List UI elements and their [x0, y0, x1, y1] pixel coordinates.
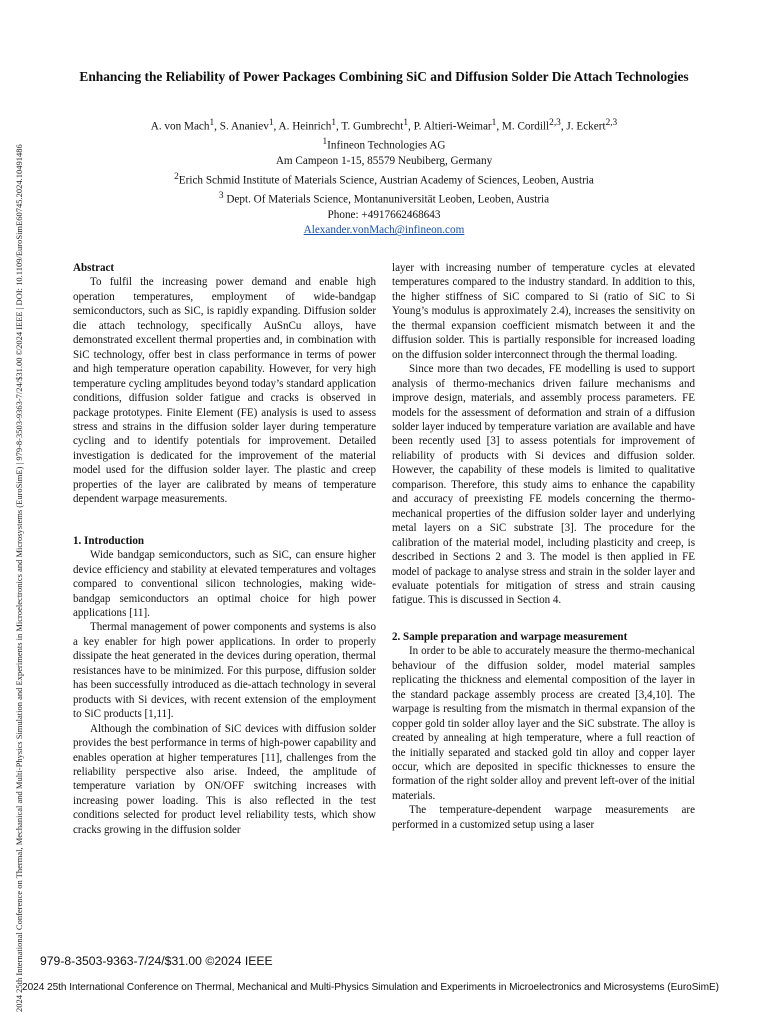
affiliation-1-address: Am Campeon 1-15, 85579 Neubiberg, Germany	[275, 155, 493, 168]
right-column	[392, 261, 695, 832]
intro-heading: 1. Introduction	[73, 534, 145, 547]
author-affiliation-mark: 2,3	[605, 118, 618, 128]
affiliation-2-name: Erich Schmid Institute of Materials Science, Austrian Academy of Sciences, Leoben, Austria	[178, 174, 594, 187]
conference-footer: 2024 25th International Conference on Thermal, Mechanical and Multi-Physics Simulation and Experiments in Microelectronics and Microsystems (EuroSimE)	[22, 982, 719, 993]
side-metadata-strip	[3, 12, 24, 1024]
author: T. Gumbrecht	[341, 120, 404, 133]
contact-email-line	[72, 223, 696, 238]
section-2-paragraph: The temperature-dependent warpage measurements are performed in a customized setup using a laser	[392, 804, 695, 831]
abstract-heading: Abstract	[73, 262, 115, 274]
author: M. Cordill	[501, 120, 550, 133]
affiliation-2	[72, 170, 696, 189]
author: A. von Mach	[150, 120, 210, 133]
author-affiliation-mark: 1	[268, 118, 274, 128]
intro-paragraph: Since more than two decades, FE modelling is used to support analysis of thermo-mechanics driven failure mechanisms and improve design, materials, and assembly process parameters. FE models for the assessment of deformation and strain of a diffusion solder layer induced by temperature variation are available and have been recently used [3] to assess potentials for improvement of reliability of products with Si devices and diffusion solder. However, the capability of these models is limited to qualitative comparison. Therefore, this study aims to enhance the capability and accuracy of preexisting FE models concerning the thermo-mechanical properties of the diffusion solder layer and underlying metal layers on a SiC substrate [3]. The procedure for the calibration of the material model, including plasticity and creep, is described in Sections 2 and 3. The model is then applied in FE model of package to analyse stress and strain in the solder layer and evaluate potentials for mitigation of stress and strain causing fatigue. This is discussed in Section 4.	[392, 363, 695, 607]
section-2-heading: 2. Sample preparation and warpage measurement	[392, 630, 628, 643]
intro-paragraph: Wide bandgap semiconductors, such as SiC, can ensure higher device efficiency and stability at elevated temperatures and voltages compared to conventional silicon technologies, making wide-bandgap semiconductors an optimal choice for high power applications [11].	[73, 549, 376, 619]
affiliation-1	[72, 135, 696, 154]
author-affiliation-mark: 1	[491, 118, 497, 128]
affiliation-1-name: Infineon Technologies AG	[327, 139, 446, 152]
left-column	[73, 261, 376, 837]
author-block	[72, 116, 696, 239]
author-list: A. von Mach$^1$, S. Ananiev$^1$, A. Heinrich$^1$, T. Gumbrecht$^1$, P. Altieri-Weimar$^1$, M. Cordill$^{2,3}$, J. Eckert$^{2,3}$	[150, 118, 618, 133]
intro-paragraph: Although the combination of SiC devices with diffusion solder provides the best performance in terms of high-power capability and enables operation at higher temperatures [11], challenges from the reliability perspective also arise. Indeed, the amplitude of temperature variation by ON/OFF switching increases with increasing power loading. This is also reflected in the test conditions selected for product level reliability tests, which show cracks growing in the diffusion solder	[73, 722, 376, 836]
spacer	[392, 608, 695, 630]
author: S. Ananiev	[219, 120, 269, 133]
side-metadata-text: 2024 25th International Conference on Thermal, Mechanical and Multi-Physics Simulation and Experiments in Microelectronics and Microsystems (EuroSimE) | 979-8-3503-9363-7/24/$31.00 ©2024 IEEE | DOI: 10.1109/EuroSimE60745.2024.10491486	[14, 144, 24, 1012]
contact-email-link[interactable]: Alexander.vonMach@infineon.com	[303, 224, 465, 237]
author-affiliation-mark: 2,3	[549, 118, 561, 128]
affiliation-mark: 2	[174, 171, 179, 182]
copyright-price-line: 979-8-3503-9363-7/24/$31.00 ©2024 IEEE	[40, 954, 273, 968]
section-2-paragraph: In order to be able to accurately measure the thermo-mechanical behaviour of the diffusion solder, model material samples replicating the thickness and elemental composition of the layer in the standard package assembly process are created [3,4,10]. The warpage is resulting from the mismatch in thermal expansion of the copper gold tin solder alloy layer and the SiC substrate. The alloy is created by annealing at high temperature, where a full reaction of the initially separated and stacked gold tin alloy and copper layer occur, which are deposited in specific thicknesses to ensure the formation of the right solder alloy and prevent left-over of the initial materials.	[392, 645, 695, 802]
affiliation-mark: 3	[218, 190, 224, 201]
intro-paragraph: Thermal management of power components and systems is also a key enabler for high power applications. In order to properly dissipate the heat generated in the devices during operation, thermal resistances have to be minimized. For this purpose, diffusion solder has been successfully introduced as die-attach technology in several products with Si devices, with recent extension of the employment to SiC products [1,11].	[73, 621, 376, 721]
intro-paragraph-continued: layer with increasing number of temperature cycles at elevated temperatures compared to the industry standard. In addition to this, the higher stiffness of SiC compared to Si (ratio of SiC to Si Young’s modulus is approximately 2.4), increases the sensitivity on the thermal expansion coefficient mismatch between it and the diffusion solder. This is partially responsible for increased loading on the diffusion solder interconnect through the thermal loading.	[392, 262, 695, 361]
abstract-text: To fulfil the increasing power demand and enable high operation temperatures, employment of wide-bandgap semiconductors, such as SiC, is rapidly expanding. Diffusion solder die attach technology, specifically AuSnCu alloys, have demonstrated excellent thermal properties and, in combination with SiC technology, offer best in class performance in terms of power and high temperature operation capability. However, for very high temperature cycling amplitudes beyond today’s standard application conditions, diffusion solder fatigue and cracks is observed in package prototypes. Finite Element (FE) analysis is used to assess stress and strains in the diffusion solder layer during temperature cycling and to identify potentials for improvement. Detailed investigation is dedicated for the improvement of the material model used for the diffusion solder layer. The plastic and creep properties of the layer are calibrated by means of temperature dependent warpage measurements.	[73, 276, 376, 506]
contact-phone: Phone: +4917662468643	[327, 208, 441, 221]
author: J. Eckert	[566, 120, 606, 133]
author-affiliation-mark: 1	[403, 118, 409, 128]
author: P. Altieri-Weimar	[413, 120, 492, 133]
author-affiliation-mark: 1	[209, 118, 215, 128]
affiliation-3-name: Dept. Of Materials Science, Montanuniversität Leoben, Leoben, Austria	[223, 193, 550, 206]
affiliation-mark: 1	[322, 137, 328, 148]
affiliation-3	[72, 189, 696, 208]
author-affiliation-mark: 1	[331, 118, 337, 128]
spacer	[73, 507, 376, 534]
paper-title: Enhancing the Reliability of Power Packages Combining SiC and Diffusion Solder Die Attach Technologies	[79, 69, 689, 84]
author: A. Heinrich	[278, 120, 332, 133]
